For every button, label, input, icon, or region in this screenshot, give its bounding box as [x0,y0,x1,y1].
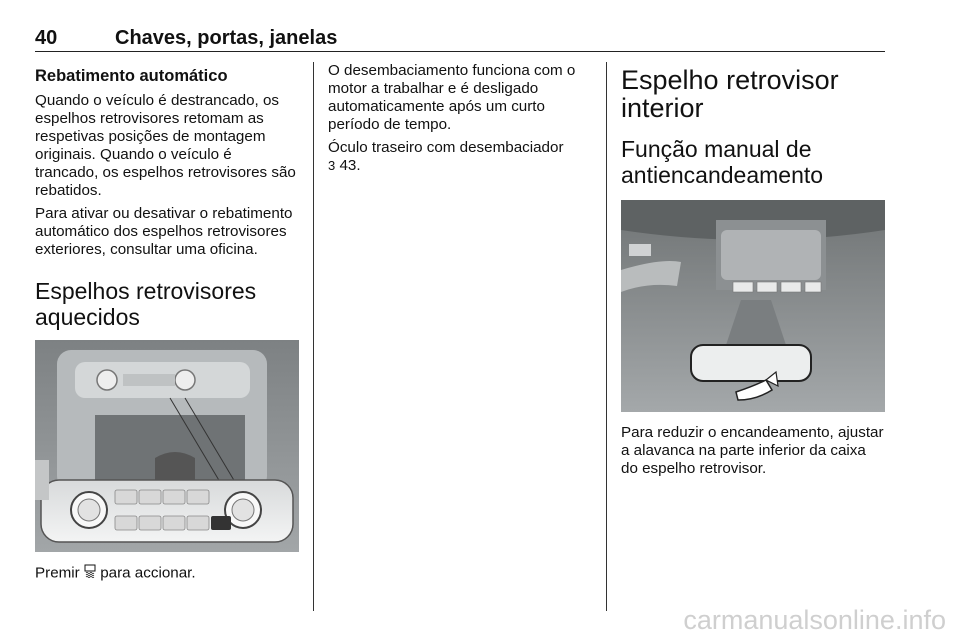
heading-manual-antiglare: Função manual de antiencandeamento [621,136,824,188]
column-1 [35,62,299,588]
caption-suffix: para accionar. [100,564,196,582]
heading-interior-mirror: Espelho retrovisor interior [621,65,839,123]
page-ref-symbol: 3 [328,158,336,173]
watermark-text: carmanualsonline.info [683,605,946,635]
heading-auto-fold: Rebatimento automático [35,67,228,85]
paragraph-auto-fold-2: Para ativar ou desativar o rebatimento automático dos espelhos retrovisores exteriores, consultar uma oficina. [35,205,293,258]
page-header [35,27,885,52]
column-divider-2 [606,62,607,611]
column-3 [621,62,885,483]
caption-prefix: Premir [35,564,80,582]
page-title: Chaves, portas, janelas [115,27,338,49]
heated-mirror-button-icon [84,564,96,583]
interior-mirror-image [621,200,885,412]
caption-heated-mirrors [35,564,299,583]
column-divider-1 [313,62,314,611]
paragraph-rear-window [328,139,592,175]
page-ref-link[interactable]: 43. [339,157,361,174]
paragraph-auto-fold-1: Quando o veículo é destrancado, os espelhos retrovisores retomam as respetivas posições de montagem originais. Quando o veículo é trancado, os espelhos retrovisores são rebatidos. [35,92,296,199]
column-2 [328,62,592,180]
paragraph-defog: O desembaciamento funciona com o motor a trabalhar e é desligado automaticamente após um curto período de tempo. [328,62,576,133]
page-number: 40 [35,27,58,49]
paragraph-antiglare: Para reduzir o encandeamento, ajustar a alavanca na parte inferior da caixa do espelho retrovisor. [621,424,884,477]
rear-window-text: Óculo traseiro com desembaciador [328,139,564,156]
heading-heated-mirrors: Espelhos retrovisores aquecidos [35,278,257,330]
climate-control-panel-image [35,340,299,552]
